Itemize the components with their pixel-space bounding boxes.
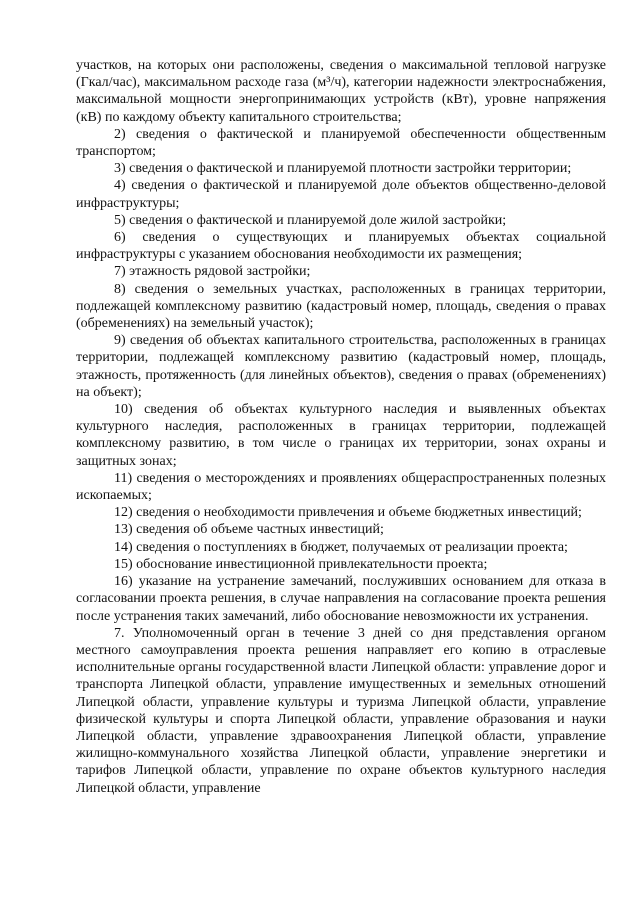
paragraph-continuation: участков, на которых они расположены, сведения о максимальной тепловой нагрузке (Гкал/час), максимальном расходе газа (м³/ч), категории надежности электроснабжения, максимальной мощности энергопринимающих устройств (кВт), уровне напряжения (кВ) по каждому объекту капитального строительства;: [76, 58, 606, 125]
list-item-11: 11) сведения о месторождениях и проявлениях общераспространенных полезных ископаемых;: [76, 470, 606, 504]
list-item-15: 15) обоснование инвестиционной привлекательности проекта;: [114, 556, 488, 572]
list-item-2: 2) сведения о фактической и планируемой обеспеченности общественным транспортом;: [76, 126, 606, 160]
list-item-16: 16) указание на устранение замечаний, послуживших основанием для отказа в согласовании проекта решения, в случае направления на согласование проекта решения после устранения таких замечаний, либо обоснование невозможности их устранения.: [76, 574, 606, 624]
list-item-4: 4) сведения о фактической и планируемой доле объектов общественно-деловой инфраструктуры;: [76, 178, 606, 211]
list-item-7: 7) этажность рядовой застройки;: [114, 264, 311, 280]
list-item-13: 13) сведения об объеме частных инвестиций;: [114, 522, 384, 538]
section-7-paragraph: 7. Уполномоченный орган в течение 3 дней со дня представления органом местного самоуправления проекта решения направляет его копию в отраслевые исполнительные органы государственной власти Липецкой области: управление дорог и транспорта Липецкой области, управление имущественных и земельных отношений Липецкой области, управление культуры и туризма Липецкой области, управление физической культуры и спорта Липецкой области, управление образования и науки Липецкой области, управление здравоохранения Липецкой области, управление жилищно-коммунального хозяйства Липецкой области, управление энергетики и тарифов Липецкой области, управление по охране объектов культурного наследия Липецкой области, управление: [76, 625, 606, 796]
list-item-5: 5) сведения о фактической и планируемой доле жилой застройки;: [114, 212, 507, 228]
list-item-9: 9) сведения об объектах капитального строительства, расположенных в границах территории, подлежащей комплексному развитию (кадастровый номер, площадь, этажность, протяженность (для линейных объектов), сведения о правах (обременениях) на объект);: [76, 333, 606, 400]
list-item-12: 12) сведения о необходимости привлечения и объеме бюджетных инвестиций;: [114, 505, 582, 521]
list-item-6: 6) сведения о существующих и планируемых объектах социальной инфраструктуры с указанием обоснования необходимости их размещения;: [76, 230, 606, 263]
list-item-14: 14) сведения о поступлениях в бюджет, получаемых от реализации проекта;: [114, 539, 568, 555]
list-item-8: 8) сведения о земельных участках, расположенных в границах территории, подлежащей комплексному развитию (кадастровый номер, площадь, сведения о правах (обременениях) на земельный участок);: [76, 281, 606, 332]
list-item-10: 10) сведения об объектах культурного наследия и выявленных объектах культурного наследия, расположенных в границах территории, подлежащей комплексному развитию, в том числе о границах их территории, зонах охраны и защитных зонах;: [76, 402, 606, 469]
document-body: [76, 57, 606, 797]
list-item-3: 3) сведения о фактической и планируемой плотности застройки территории;: [114, 161, 572, 177]
